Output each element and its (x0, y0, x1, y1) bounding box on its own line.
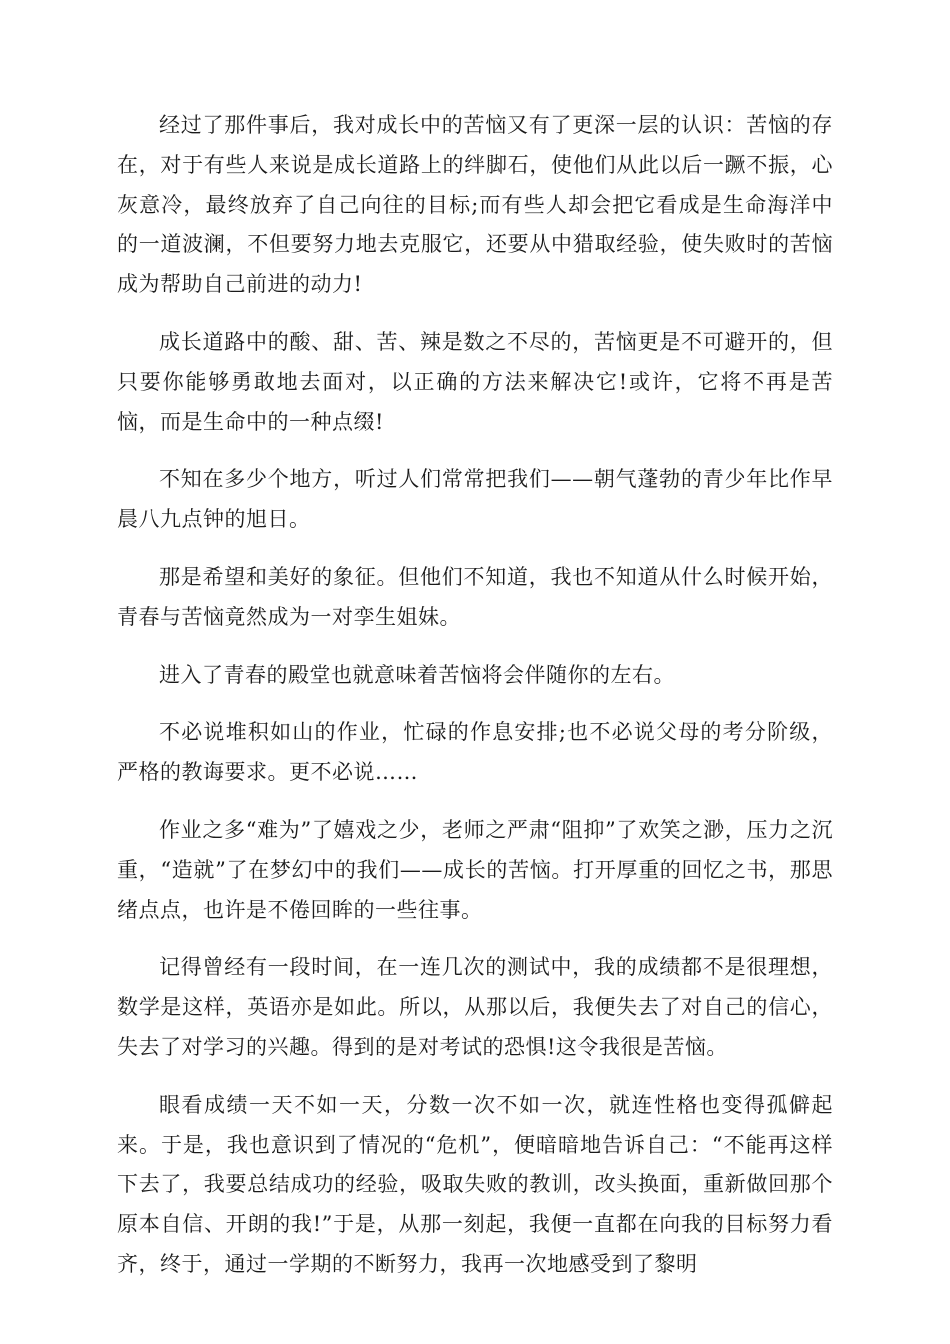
paragraph-1: 经过了那件事后，我对成长中的苦恼又有了更深一层的认识：苦恼的存在，对于有些人来说是成长道路上的绊脚石，使他们从此以后一蹶不振，心灰意冷，最终放弃了自己向往的目标;而有些人却会把它看成是生命海洋中的一道波澜，不但要努力地去克服它，还要从中猎取经验，使失败时的苦恼成为帮助自己前进的动力! (117, 113, 833, 297)
paragraph-2: 成长道路中的酸、甜、苦、辣是数之不尽的，苦恼更是不可避开的，但只要你能够勇敢地去面对，以正确的方法来解决它!或许，它将不再是苦恼，而是生命中的一种点缀! (117, 329, 833, 434)
paragraph-6: 不必说堆积如山的作业，忙碌的作息安排;也不必说父母的考分阶级，严格的教诲要求。更不必说…… (117, 720, 833, 785)
paragraph-4: 那是希望和美好的象征。但他们不知道，我也不知道从什么时候开始，青春与苦恼竟然成为一对孪生姐妹。 (117, 564, 833, 629)
paragraph-7: 作业之多“难为”了嬉戏之少，老师之严肃“阻抑”了欢笑之渺，压力之沉重，“造就”了在梦幻中的我们——成长的苦恼。打开厚重的回忆之书，那思绪点点，也许是不倦回眸的一些往事。 (117, 817, 833, 922)
paragraph-9: 眼看成绩一天不如一天，分数一次不如一次，就连性格也变得孤僻起来。于是，我也意识到了情况的“危机”，便暗暗地告诉自己：“不能再这样下去了，我要总结成功的经验，吸取失败的教训，改头换面，重新做回那个原本自信、开朗的我!”于是，从那一刻起，我便一直都在向我的目标努力看齐，终于，通过一学期的不断努力，我再一次地感受到了黎明 (117, 1092, 833, 1276)
paragraph-5: 进入了青春的殿堂也就意味着苦恼将会伴随你的左右。 (159, 662, 675, 687)
paragraph-3: 不知在多少个地方，听过人们常常把我们——朝气蓬勃的青少年比作早晨八九点钟的旭日。 (117, 467, 833, 532)
document-body (117, 106, 833, 1303)
paragraph-8: 记得曾经有一段时间，在一连几次的测试中，我的成绩都不是很理想，数学是这样，英语亦是如此。所以，从那以后，我便失去了对自己的信心，失去了对学习的兴趣。得到的是对考试的恐惧!这令我很是苦恼。 (117, 955, 833, 1059)
